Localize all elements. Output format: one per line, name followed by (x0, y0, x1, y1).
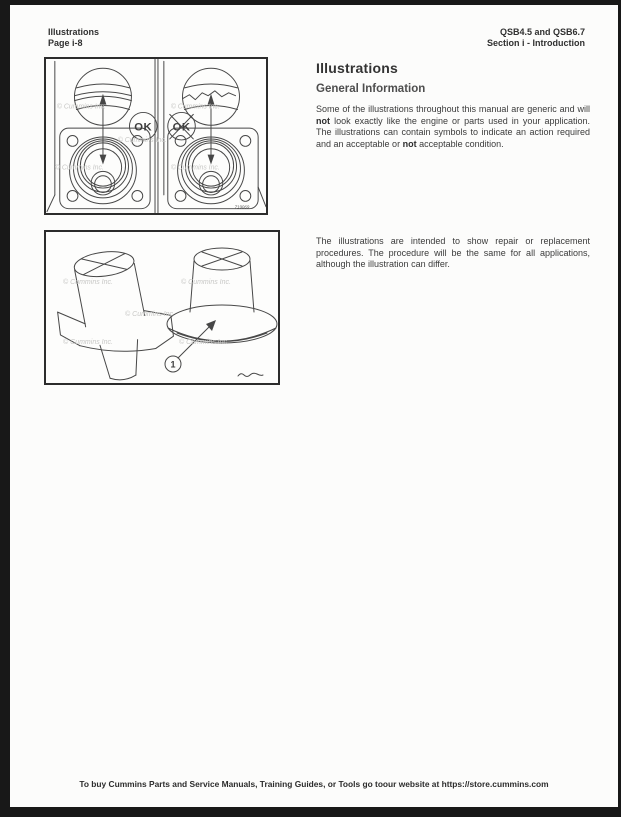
watermark: © Cummins Inc. (179, 339, 229, 346)
figure1-line-art (46, 59, 266, 213)
damage-jagged-line (183, 91, 236, 100)
paragraph-2: The illustrations are intended to show repair or replacement procedures. The procedure will be the same for all applications, although the illustration can differ. (316, 236, 590, 270)
flange (167, 305, 277, 343)
cross-mark (81, 253, 127, 274)
watermark: © Cummins Inc. (125, 311, 175, 318)
text-column (316, 60, 590, 150)
header-right-model: QSB4.5 and QSB6.7 (499, 27, 585, 37)
paragraph-1-text: Some of the illustrations throughout this manual are generic and will (316, 104, 590, 114)
not-ok-badge-label: OK (172, 121, 191, 134)
paragraph-1-bold: not (316, 115, 330, 126)
ok-badge-label: OK (134, 121, 153, 134)
figure2-line-art (46, 232, 278, 383)
ok-badge (129, 112, 157, 140)
figure-ok-not-ok (44, 57, 268, 215)
paragraph-1 (316, 104, 590, 150)
header-left-title: Illustrations (48, 27, 100, 37)
paragraph-1-text: acceptable condition. (416, 138, 504, 149)
manual-page (10, 5, 618, 807)
page-title: Illustrations (316, 60, 398, 76)
watermark: © Cummins Inc. (56, 103, 106, 111)
header-right-section: Section i - Introduction (487, 38, 585, 48)
header-left (48, 27, 99, 49)
figure-number: 719069 (234, 204, 250, 210)
footer-store-notice: To buy Cummins Parts and Service Manuals, Training Guides, or Tools go toour website at https://store.cummins.com (79, 779, 549, 789)
callout-number: 1 (170, 359, 176, 370)
callout-arrowhead (206, 320, 216, 331)
paragraph-1-text: look exactly like the engine or parts used in your application. The illustrations can contain symbols to indicate an action required and an acceptable or (316, 115, 590, 149)
paragraph-1-bold: not (402, 138, 417, 149)
section-subtitle: General Information (316, 83, 426, 95)
figure1-right-panel (164, 61, 266, 208)
header-right (487, 27, 585, 49)
watermark: © Cummins Inc. (63, 339, 113, 346)
watermark: © Cummins Inc. (117, 136, 167, 144)
arrow-down-icon (100, 155, 107, 165)
watermark: © Cummins Inc. (170, 103, 220, 111)
watermark: © Cummins Inc. (54, 164, 104, 172)
retaining-clip (58, 309, 86, 327)
header-left-page-number: Page i-8 (48, 38, 83, 48)
watermark: © Cummins Inc. (181, 279, 231, 286)
figure-repair-parts (44, 230, 280, 385)
watermark: © Cummins Inc. (63, 279, 113, 286)
watermark: © Cummins Inc. (170, 164, 220, 172)
figure2-right-part (165, 248, 277, 372)
artist-mark (238, 373, 263, 376)
